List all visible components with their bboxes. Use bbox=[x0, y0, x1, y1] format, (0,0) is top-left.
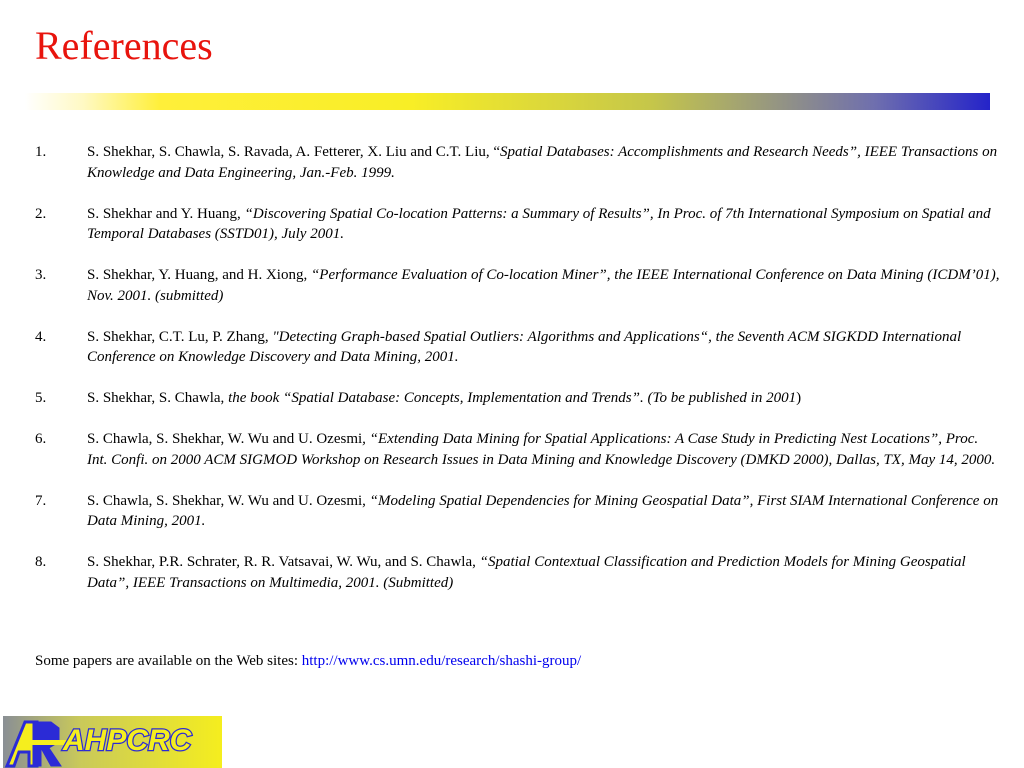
reference-citation: “Performance Evaluation of Co-location Miner”, the IEEE International Conference on Data Mining (ICDM’01), Nov. 2001. (submitted) bbox=[87, 267, 1000, 304]
reference-citation: Spatial Databases: Accomplishments and Research Needs”, IEEE Transactions on Knowledge and Data Engineering, Jan.-Feb. 1999. bbox=[87, 144, 998, 181]
reference-citation: “Spatial Contextual Classification and Prediction Models for Mining Geospatial Data”, IEEE Transactions on Multimedia, 2001. (Submitted) bbox=[87, 554, 966, 591]
reference-item bbox=[0, 552, 1000, 593]
reference-authors: S. Shekhar and Y. Huang, bbox=[87, 205, 245, 222]
reference-citation: , “Extending Data Mining for Spatial Applications: A Case Study in Predicting Nest Locations”, Proc. Int. Confi. on 2000 ACM SIGMOD Workshop on Research Issues in Data Mining and Knowledge Discovery (DMKD 2000), Dallas, TX, May 14, 2000. bbox=[87, 431, 996, 468]
reference-number: 6. bbox=[35, 431, 47, 447]
reference-number: 8. bbox=[35, 554, 47, 570]
reference-number: 2. bbox=[35, 205, 47, 222]
logo-wordmark: AHPCRC bbox=[63, 724, 192, 757]
reference-list bbox=[0, 142, 1000, 614]
footer-text: Some papers are available on the Web sites: bbox=[35, 653, 302, 669]
reference-item bbox=[0, 204, 1000, 245]
reference-item bbox=[0, 265, 1000, 306]
reference-citation: “Discovering Spatial Co-location Patterns: a Summary of Results”, In Proc. of 7th International Symposium on Spatial and Temporal Databases (SSTD01), July 2001. bbox=[87, 205, 991, 242]
reference-citation: “Modeling Spatial Dependencies for Mining Geospatial Data”, First SIAM International Conference on Data Mining, 2001. bbox=[87, 492, 999, 529]
reference-item bbox=[0, 142, 1000, 183]
reference-authors: S. Chawla, S. Shekhar, W. Wu and U. Ozesmi bbox=[87, 431, 363, 447]
research-group-link[interactable]: http://www.cs.umn.edu/research/shashi-group/ bbox=[301, 653, 582, 669]
reference-number: 3. bbox=[35, 267, 47, 283]
footer-note bbox=[35, 651, 581, 671]
reference-item bbox=[0, 388, 1000, 409]
reference-authors: S. Chawla, S. Shekhar, W. Wu and U. Ozesmi, bbox=[87, 492, 370, 509]
reference-number: 1. bbox=[35, 144, 47, 160]
slide-title: References bbox=[35, 23, 213, 68]
reference-citation: "Detecting Graph-based Spatial Outliers: Algorithms and Applications“, the Seventh ACM SIGKDD International Conference on Knowledge Discovery and Data Mining, 2001. bbox=[87, 328, 962, 365]
reference-authors: S. Shekhar, C.T. Lu, P. Zhang, bbox=[87, 328, 273, 345]
reference-number: 5. bbox=[35, 390, 47, 406]
reference-authors: S. Shekhar, P.R. Schrater, R. R. Vatsavai, W. Wu, and S. Chawla, bbox=[87, 554, 480, 570]
reference-number: 7. bbox=[35, 492, 47, 509]
reference-item bbox=[0, 491, 1000, 532]
reference-number: 4. bbox=[35, 328, 47, 345]
reference-authors: S. Shekhar, Y. Huang, and H. Xiong, bbox=[87, 267, 311, 283]
title-divider-bar bbox=[25, 93, 990, 110]
reference-citation: the book “Spatial Database: Concepts, Implementation and Trends”. (To be published in 2001 bbox=[228, 390, 797, 406]
reference-item bbox=[0, 327, 1000, 368]
reference-tail: ) bbox=[796, 390, 802, 406]
reference-authors: S. Shekhar, S. Chawla, bbox=[87, 390, 229, 406]
reference-item bbox=[0, 429, 1000, 470]
ahpcrc-logo bbox=[3, 716, 222, 768]
reference-authors: S. Shekhar, S. Chawla, S. Ravada, A. Fetterer, X. Liu and C.T. Liu, “ bbox=[87, 144, 501, 160]
